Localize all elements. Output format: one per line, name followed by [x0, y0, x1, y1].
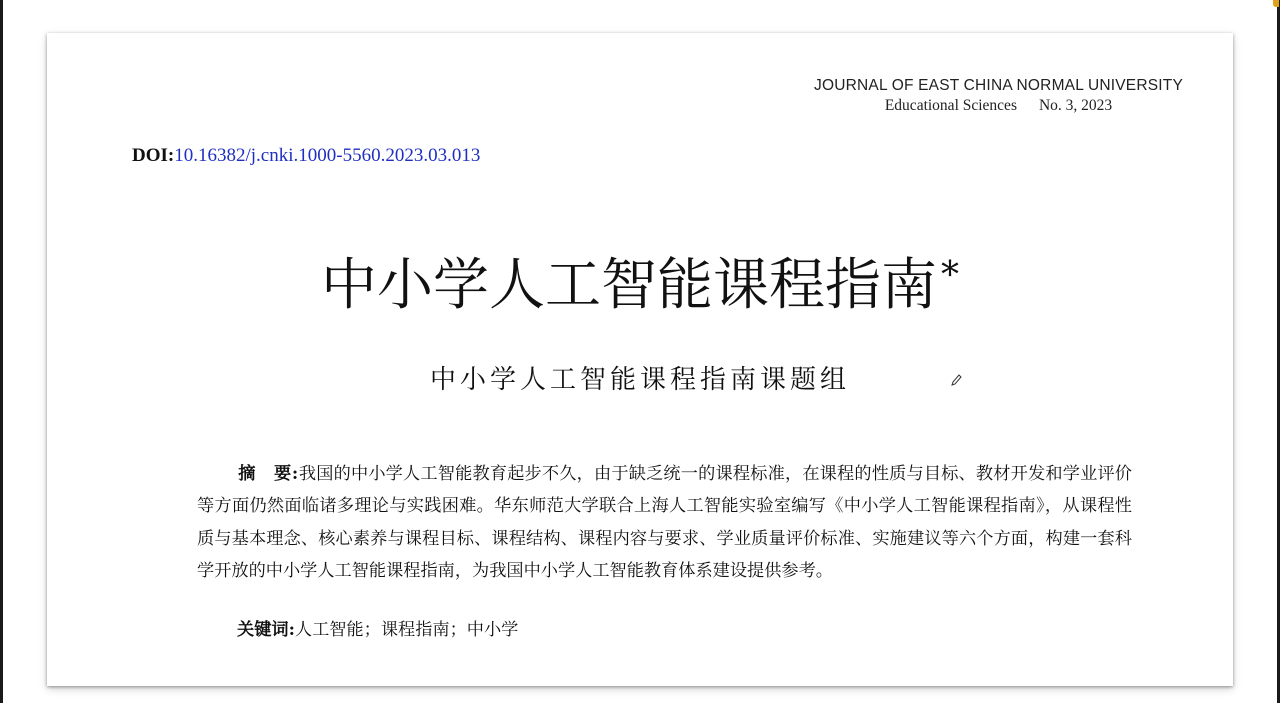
paper-authors: 中小学人工智能课程指南课题组 — [429, 365, 850, 395]
corner-marker-icon — [1273, 0, 1279, 7]
journal-series: Educational Sciences — [884, 97, 1017, 114]
doi-link[interactable]: 10.16382/j.cnki.1000-5560.2023.03.013 — [174, 145, 481, 166]
abstract-paragraph — [197, 458, 1132, 588]
keywords-text: 人工智能；课程指南；中小学 — [294, 620, 519, 640]
journal-header — [814, 76, 1183, 116]
title-footnote-mark[interactable]: * — [941, 255, 959, 296]
doi-line — [132, 145, 480, 167]
journal-name: JOURNAL OF EAST CHINA NORMAL UNIVERSITY — [814, 77, 1183, 94]
keywords-line — [237, 614, 518, 646]
document-page — [47, 33, 1233, 686]
pencil-icon[interactable] — [950, 373, 962, 387]
paper-title-text: 中小学人工智能课程指南 — [321, 253, 937, 318]
doi-label: DOI: — [132, 145, 175, 166]
journal-issue-number: No. 3, 2023 — [1038, 97, 1113, 114]
abstract-text: 我国的中小学人工智能教育起步不久，由于缺乏统一的课程标准，在课程的性质与目标、教材开发和学业评价等方面仍然面临诸多理论与实践困难。华东师范大学联合上海人工智能实验室编写《中小学人工智能课程指南》，从课程性质与基本理念、核心素养与课程目标、课程结构、课程内容与要求、学业质量评价标准、实施建议等六个方面，构建一套科学开放的中小学人工智能课程指南，为我国中小学人工智能教育体系建设提供参考。 — [197, 464, 1132, 582]
abstract-label: 摘 要: — [238, 464, 299, 484]
keywords-label: 关键词: — [237, 620, 295, 640]
journal-issue-line — [814, 96, 1183, 116]
paper-title — [47, 251, 1233, 321]
left-window-edge — [0, 0, 3, 703]
